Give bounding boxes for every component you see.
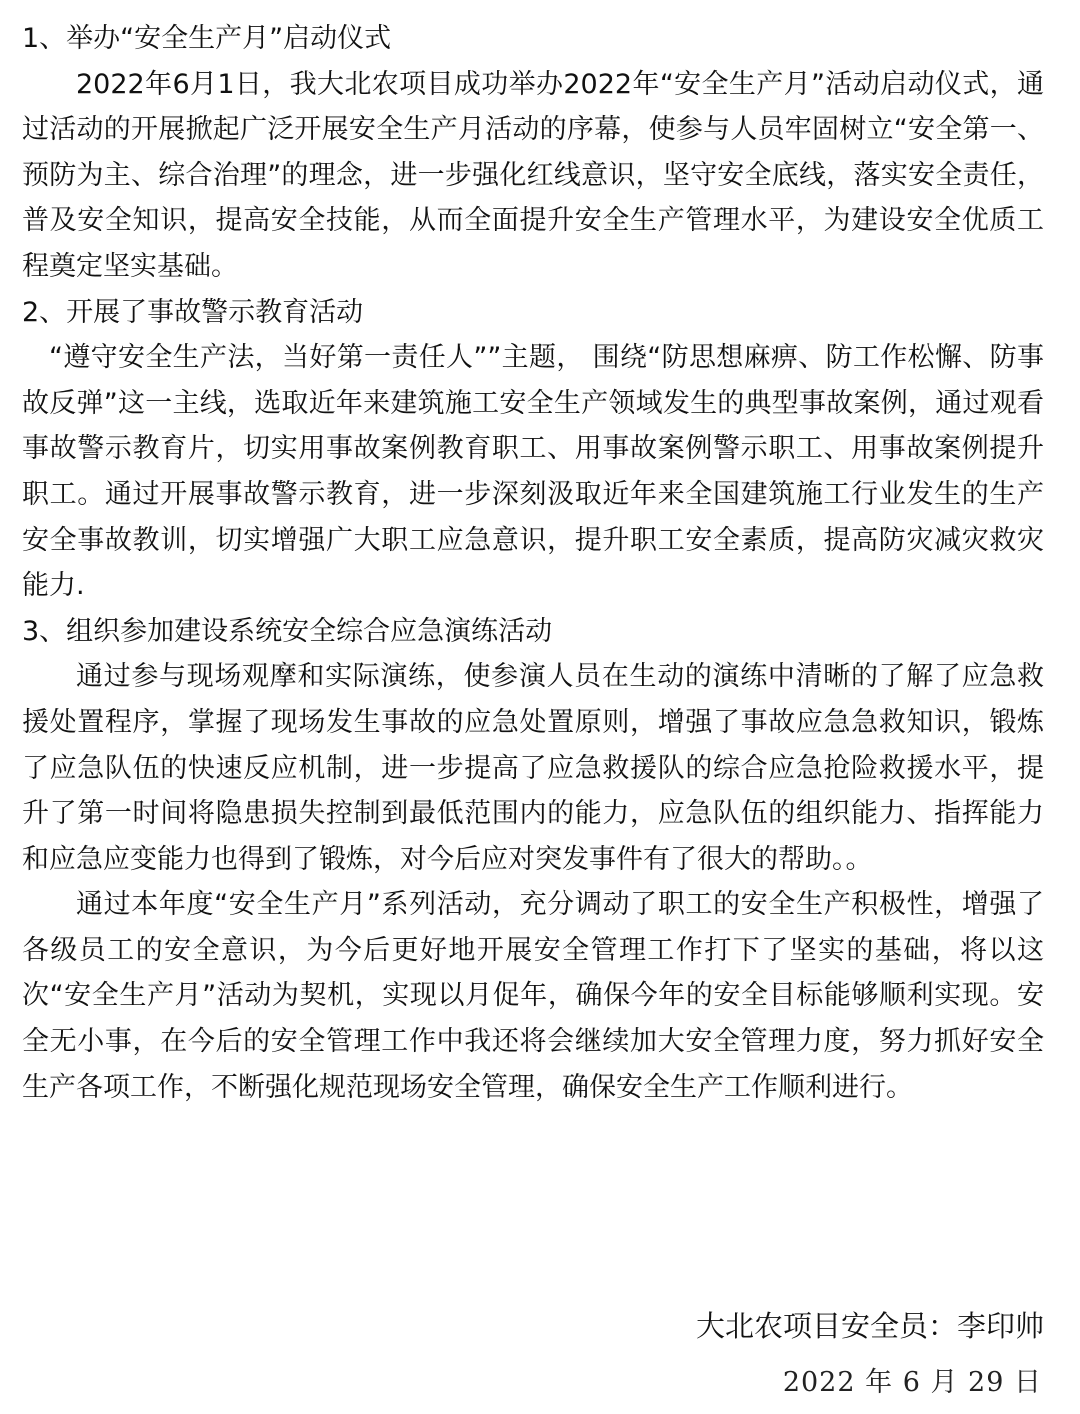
section-1-paragraph: 2022年6月1日，我大北农项目成功举办2022年“安全生产月”活动启动仪式，通过活动的开展掀起广泛开展安全生产月活动的序幕，使参与人员牢固树立“安全第一、预防为主、综合治理”的理念，进一步强化红线意识，坚守安全底线，落实安全责任，普及安全知识，提高安全技能，从而全面提升安全生产管理水平，为建设安全优质工程奠定坚实基础。 (22, 68, 1044, 282)
section-3-paragraph: 通过参与现场观摩和实际演练，使参演人员在生动的演练中清晰的了解了应急救援处置程序，掌握了现场发生事故的应急处置原则，增强了事故应急急救知识，锻炼了应急队伍的快速反应机制，进一步提高了应急救援队的综合应急抢险救援水平，提升了第一时间将隐患损失控制到最低范围内的能力，应急队伍的组织能力、指挥能力和应急应变能力也得到了锻炼，对今后应对突发事件有了很大的帮助。。 (22, 661, 1044, 875)
date-line: 2022 年 6 月 29 日 (782, 1367, 1042, 1398)
section-3-heading: 3、组织参加建设系统安全综合应急演练活动 (22, 615, 553, 647)
section-1-heading: 1、举办“安全生产月”启动仪式 (22, 23, 392, 54)
section-2-paragraph: “遵守安全生产法，当好第一责任人””主题， 围绕“防思想麻痹、防工作松懈、防事故反弹”这一主线，选取近年来建筑施工安全生产领域发生的典型事故案例，通过观看事故警示教育片，切实用事故案例教育职工、用事故案例警示职工、用事故案例提升职工。通过开展事故警示教育，进一步深刻汲取近年来全国建筑施工行业发生的生产安全事故教训，切实增强广大职工应急意识，提升职工安全素质，提高防灾减灾救灾能力. (22, 342, 1044, 602)
section-2-heading: 2、开展了事故警示教育活动 (22, 296, 364, 328)
signature-line: 大北农项目安全员：李印帅 (695, 1309, 1044, 1343)
conclusion-paragraph: 通过本年度“安全生产月”系列活动，充分调动了职工的安全生产积极性，增强了各级员工的安全意识，为今后更好地开展安全管理工作打下了坚实的基础，将以这次“安全生产月”活动为契机，实现以月促年，确保今年的安全目标能够顺利实现。安全无小事，在今后的安全管理工作中我还将会继续加大安全管理力度，努力抓好安全生产各项工作，不断强化规范现场安全管理，确保安全生产工作顺利进行。 (22, 889, 1044, 1103)
document-body (22, 16, 1044, 1110)
